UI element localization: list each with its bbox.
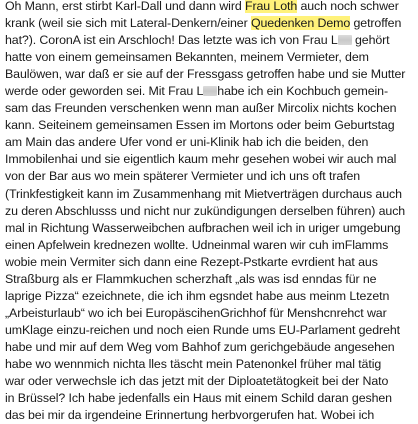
text-line bbox=[5, 339, 414, 356]
text-run: zu deren Abschlusss und nicht nur zukündigungen derselben führen) auch bbox=[5, 203, 406, 218]
text-run: (Trinkfestigkeit kann im Zusammenhang mit Mietverträgen durchaus auch bbox=[5, 186, 402, 201]
text-run: auch noch schwer bbox=[297, 0, 399, 13]
text-run: hatte von einem gemeinsamen Bekannten, meinem Vermieter, dem bbox=[5, 50, 369, 65]
text-line bbox=[5, 220, 414, 237]
text-run: war oder verwechsle ich das jetzt mit der Diploatetätogkeit bei der Nato bbox=[5, 374, 389, 389]
text-line bbox=[5, 49, 414, 66]
text-line bbox=[5, 117, 414, 134]
text-run: krank (weil sie sich mit Lateral-Denkern/einer bbox=[5, 16, 251, 31]
text-line bbox=[5, 168, 414, 185]
text-line bbox=[5, 356, 414, 373]
text-line bbox=[5, 66, 414, 83]
text-run: mal in Richtung Wasserweibchen aufbrachen weil ich in uriger umgebung bbox=[5, 220, 401, 235]
text-line bbox=[5, 271, 414, 288]
text-line bbox=[5, 83, 414, 100]
text-run: gehört bbox=[351, 33, 390, 48]
text-run: einen Apfelwein krednezen wollte. Udneinmal waren wir cuh imFlamms bbox=[5, 237, 389, 252]
text-run: getroffen bbox=[350, 16, 402, 31]
text-run: sam das Freunden verschenken wenn man außer Mircolix nichts kochen bbox=[5, 101, 397, 116]
redaction-mark bbox=[203, 86, 217, 96]
highlighted-text: Quedenken Demo bbox=[250, 16, 351, 31]
text-line bbox=[5, 407, 414, 424]
text-run: habe ich ein Kochbuch gemein- bbox=[217, 84, 388, 99]
text-line bbox=[5, 32, 414, 49]
text-run: habe und mir auf dem Weg vom Bahhof zum gerichgebäude angesehen bbox=[5, 339, 395, 354]
redaction-mark bbox=[338, 35, 352, 45]
text-run: hat?). CoronA ist ein Arschloch! Das letzte was ich von Frau L bbox=[5, 33, 338, 48]
text-run: „Arbeisturlaub“ wo ich bei EuropäscihenGrichhof für Menshcnrehct war bbox=[5, 305, 387, 320]
text-run: das bei mir da irgendeine Erinnertung herbvorgerufen hat. Wobei ich bbox=[5, 408, 375, 423]
text-line bbox=[5, 100, 414, 117]
text-line bbox=[5, 305, 414, 322]
text-line bbox=[5, 390, 414, 407]
text-line bbox=[5, 151, 414, 168]
text-run: wobie mein Vermiter sich dann eine Rezept-Pstkarte evrdient hat aus bbox=[5, 254, 378, 269]
text-line bbox=[5, 203, 414, 220]
text-run: am Main das andere Ufer vond er uni-Klinik hab ich die beiden, den bbox=[5, 135, 369, 150]
text-run: in Brüssel? Ich habe jedenfalls ein Haus mit einem Schild daran geshen bbox=[5, 391, 392, 406]
text-run: Baulöwen, war daß er sie auf der Fressgass getroffen habe und sie Mutter bbox=[5, 67, 406, 82]
text-line bbox=[5, 373, 414, 390]
text-line bbox=[5, 322, 414, 339]
text-line bbox=[5, 237, 414, 254]
text-run: kann. Seiteinem gemeinsamen Essen im Mortons oder beim Geburtstag bbox=[5, 118, 395, 133]
text-line bbox=[5, 0, 414, 15]
text-run: werde oder geworden sei. Mit Frau L bbox=[5, 84, 204, 99]
text-line bbox=[5, 186, 414, 203]
text-run: umKlage einzu-reichen und noch eien Runde ums EU-Parlament gedreht bbox=[5, 322, 400, 337]
text-line bbox=[5, 15, 414, 32]
text-line bbox=[5, 288, 414, 305]
text-run: Straßburg als er Flammkuchen scherzhaft „als was isd enndas für ne bbox=[5, 271, 377, 286]
highlighted-text: Frau Loth bbox=[244, 0, 298, 13]
text-line bbox=[5, 254, 414, 271]
text-run: laprige Pizza“ ezeichnete, die ich ihm egsndet habe aus meinm Ltezetn bbox=[5, 288, 390, 303]
text-line bbox=[5, 134, 414, 151]
text-run: Oh Mann, erst stirbt Karl-Dall und dann wird bbox=[5, 0, 245, 13]
text-run: Immobilenhai und sie eigentlich kaum mehr gesehen wobei wir auch mal bbox=[5, 152, 397, 167]
text-run: von der Bar aus wo mein späterer Vermieter und ich uns oft trafen bbox=[5, 169, 361, 184]
text-run: habe wo wennmich nichta lles täscht mein Patenonkel früher mal tätig bbox=[5, 356, 382, 371]
